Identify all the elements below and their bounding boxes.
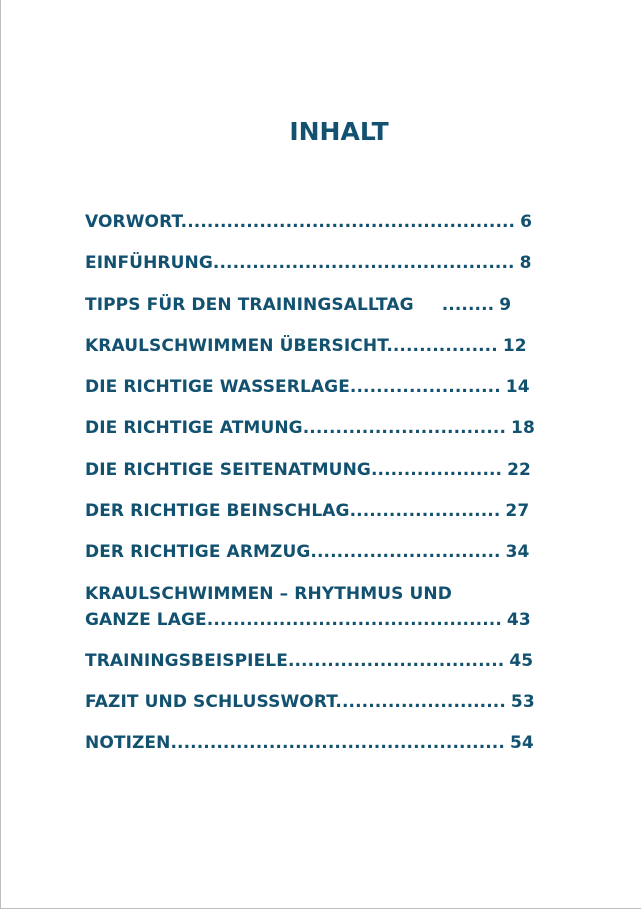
toc-entry-label: DER RICHTIGE ARMZUG bbox=[85, 542, 311, 562]
toc-entry-wasserlage[interactable] bbox=[85, 374, 530, 400]
page-title: INHALT bbox=[289, 117, 389, 146]
toc-entry-page: 6 bbox=[520, 212, 533, 232]
toc-entry-label: DIE RICHTIGE WASSERLAGE bbox=[85, 377, 350, 397]
toc-entry-label: FAZIT UND SCHLUSSWORT bbox=[85, 692, 336, 712]
toc-entry-label: DIE RICHTIGE SEITENATMUNG bbox=[85, 460, 371, 480]
toc-entry-page: 9 bbox=[499, 295, 512, 315]
toc-entry-label: DIE RICHTIGE ATMUNG bbox=[85, 418, 303, 438]
toc-entry-dots: ....................... bbox=[349, 377, 501, 397]
toc-entry-page: 34 bbox=[505, 542, 530, 562]
toc-entry-label: KRAULSCHWIMMEN ÜBERSICHT bbox=[85, 336, 387, 356]
toc-entry-einfuehrung[interactable] bbox=[85, 250, 532, 276]
toc-entry-tipps[interactable] bbox=[85, 292, 511, 318]
toc-entry-dots: .................... bbox=[370, 460, 503, 480]
toc-entry-page: 27 bbox=[505, 501, 530, 521]
toc-entry-trainingsbeispiele[interactable] bbox=[85, 648, 533, 674]
toc-entry-page: 14 bbox=[505, 377, 530, 397]
toc-entry-label-line2: GANZE LAGE bbox=[85, 610, 207, 630]
toc-entry-vorwort[interactable] bbox=[85, 209, 532, 235]
toc-entry-atmung[interactable] bbox=[85, 415, 535, 441]
toc-entry-dots: ........ bbox=[441, 295, 495, 315]
toc-entry-dots: ............................................. bbox=[206, 610, 502, 630]
toc-entry-dots: ............................. bbox=[310, 542, 501, 562]
toc-entry-page: 22 bbox=[507, 460, 531, 480]
toc-entry-dots: ................................. bbox=[287, 651, 505, 671]
toc-entry-page: 53 bbox=[510, 692, 535, 712]
toc-entry-page: 54 bbox=[509, 733, 534, 753]
toc-entry-notizen[interactable] bbox=[85, 730, 534, 756]
toc-entry-label: VORWORT bbox=[85, 212, 181, 232]
toc-entry-beinschlag[interactable] bbox=[85, 498, 529, 524]
toc-entry-dots: ............................... bbox=[302, 418, 507, 438]
toc-entry-page: 12 bbox=[502, 336, 527, 356]
toc-entry-label: NOTIZEN bbox=[85, 733, 171, 753]
toc-entry-dots: .............................................. bbox=[212, 253, 515, 273]
toc-entry-label: KRAULSCHWIMMEN – RHYTHMUS UND bbox=[85, 584, 452, 604]
toc-entry-label: EINFÜHRUNG bbox=[85, 253, 213, 273]
toc-entry-fazit[interactable] bbox=[85, 689, 535, 715]
toc-entry-page: 45 bbox=[509, 651, 534, 671]
toc-entry-label: DER RICHTIGE BEINSCHLAG bbox=[85, 501, 350, 521]
toc-entry-label: TIPPS FÜR DEN TRAININGSALLTAG bbox=[85, 295, 414, 315]
toc-entry-seitenatmung[interactable] bbox=[85, 457, 531, 483]
toc-entry-dots: .......................... bbox=[335, 692, 506, 712]
toc-entry-page: 43 bbox=[506, 610, 531, 630]
toc-entry-dots: ................................................... bbox=[180, 212, 516, 232]
toc-entry-armzug[interactable] bbox=[85, 539, 529, 565]
toc-entry-dots: ................................................... bbox=[170, 733, 505, 753]
toc-entry-dots: ....................... bbox=[349, 501, 501, 521]
toc-entry-label: TRAININGSBEISPIELE bbox=[85, 651, 288, 671]
toc-entry-rhythmus[interactable] bbox=[85, 581, 531, 633]
toc-entry-dots: ................. bbox=[386, 336, 498, 356]
toc-entry-page: 18 bbox=[511, 418, 535, 438]
toc-entry-kraulschwimmen-uebersicht[interactable] bbox=[85, 333, 527, 359]
toc-entry-page: 8 bbox=[519, 253, 532, 273]
